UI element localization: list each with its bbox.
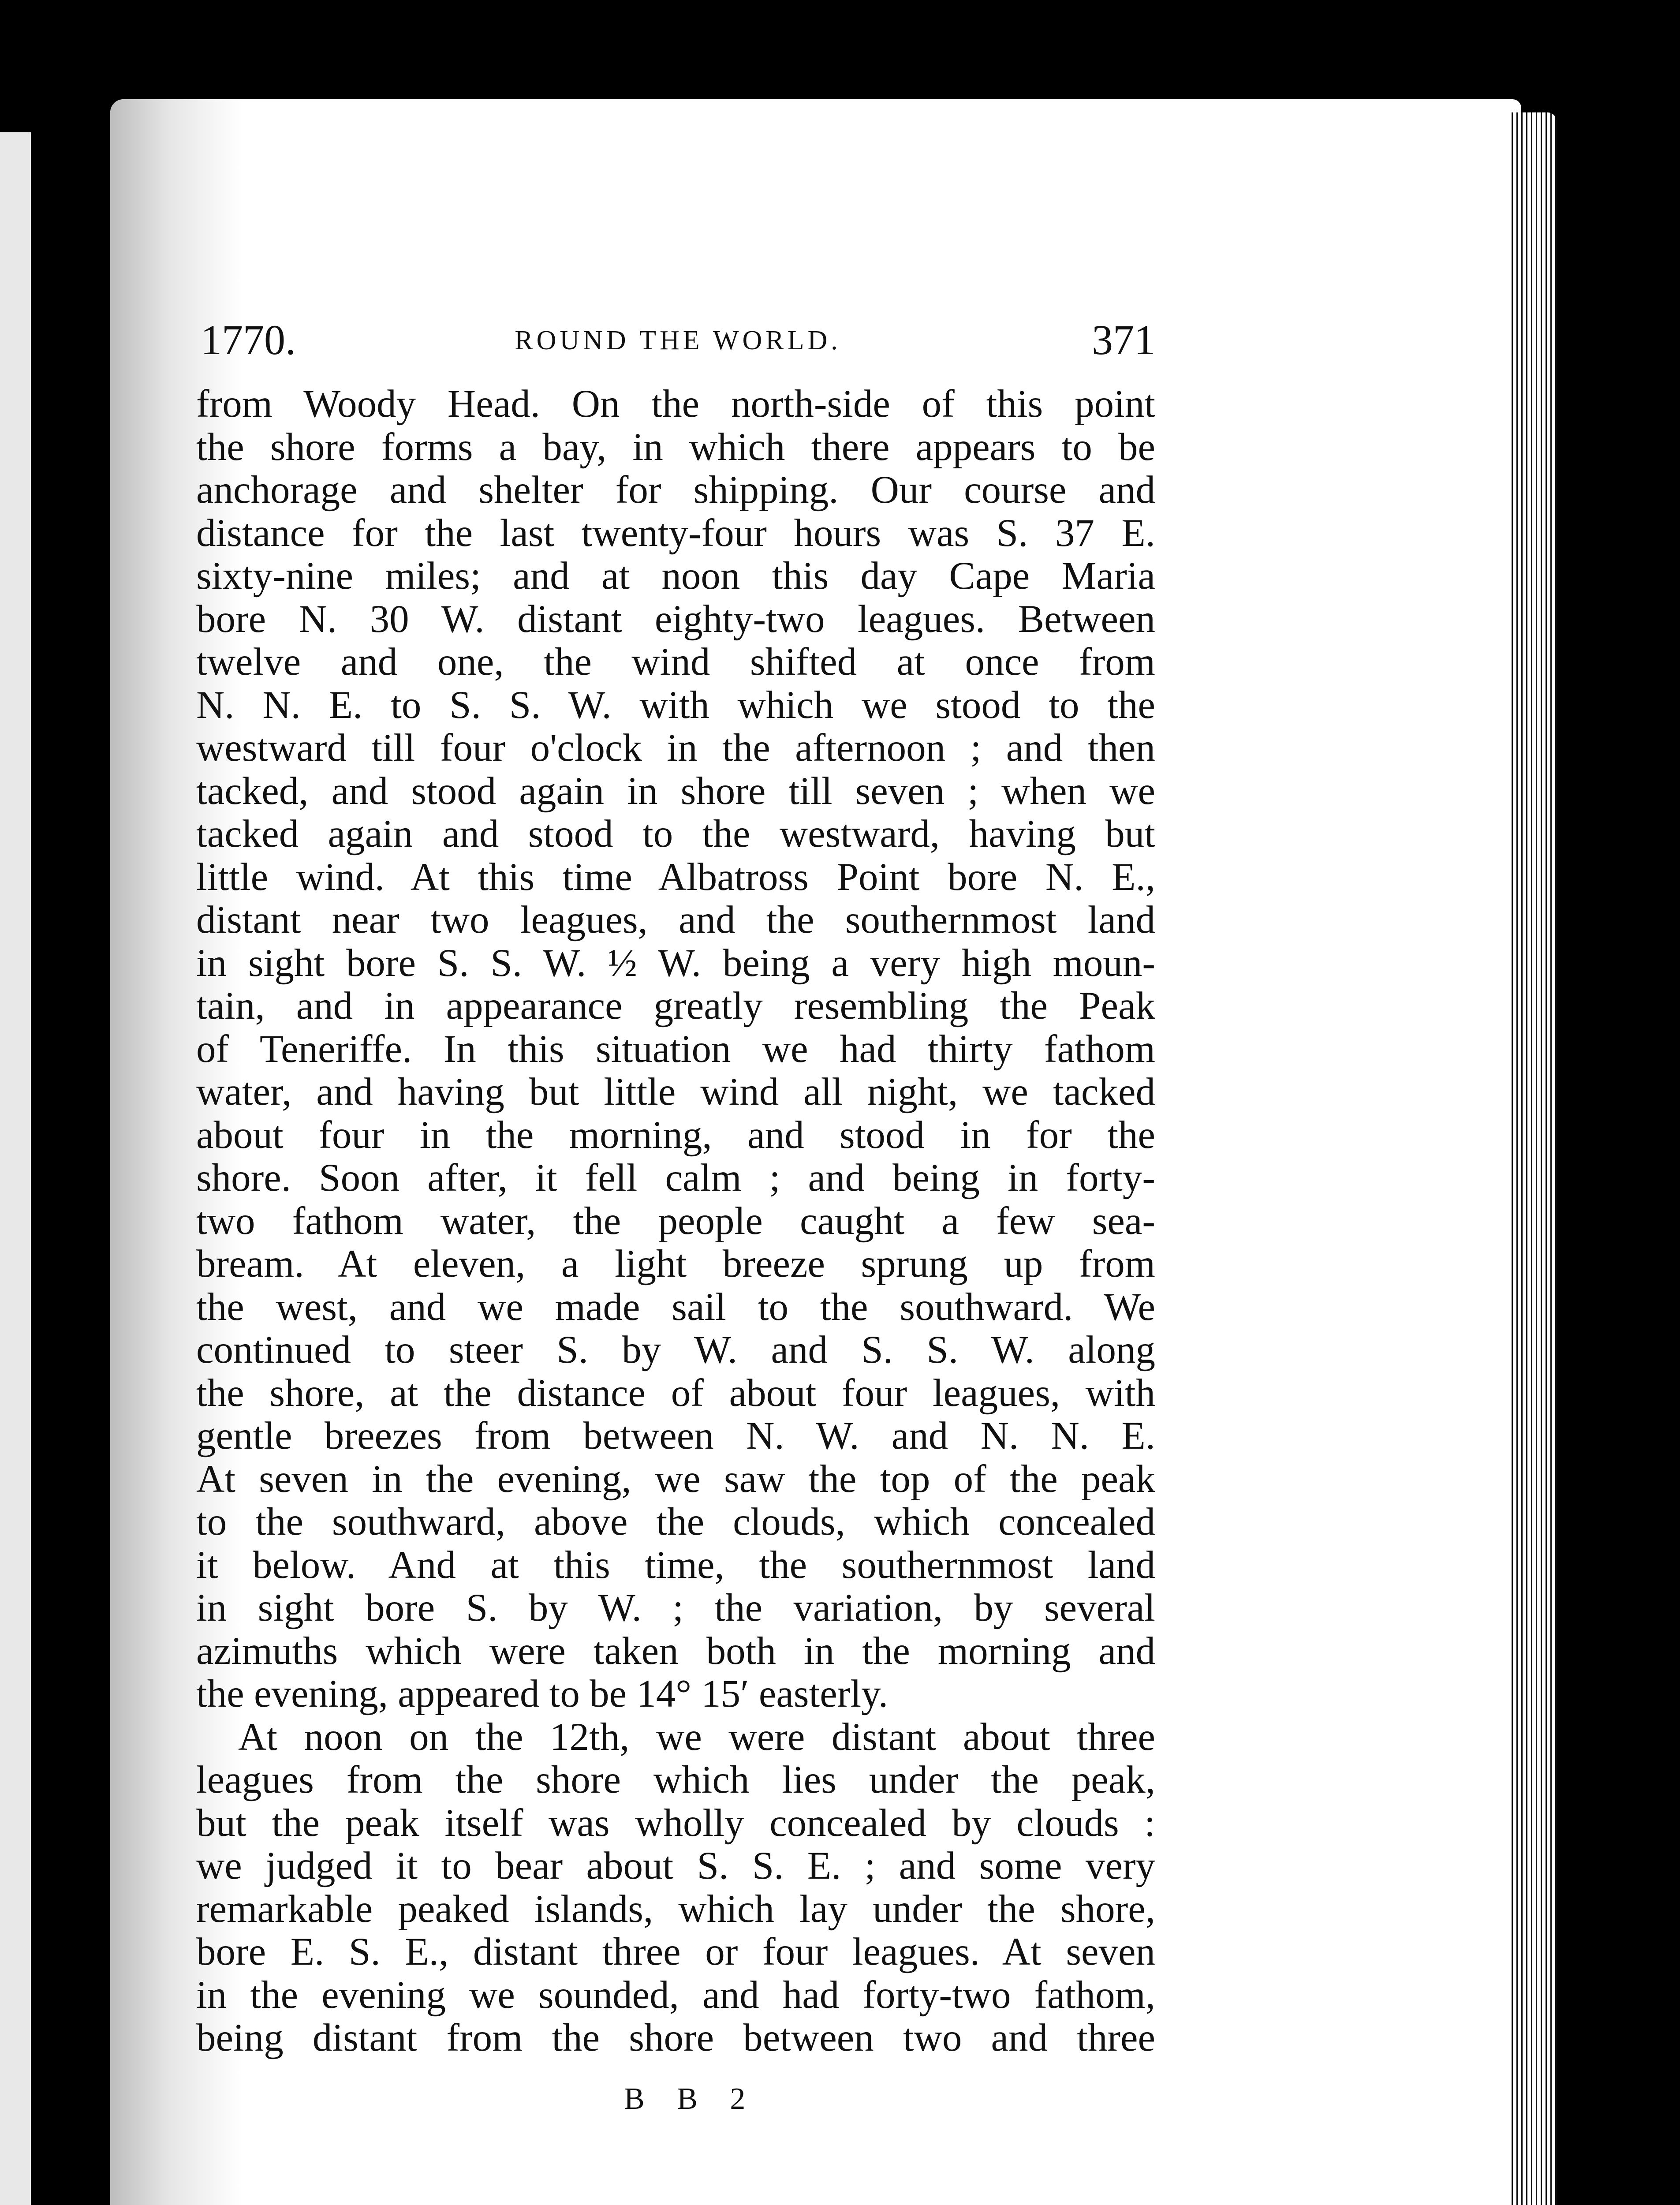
text-line: distant near two leagues, and the southernmost land <box>196 898 1155 942</box>
paragraph-2 <box>196 1716 1155 2060</box>
text-line: distance for the last twenty-four hours was S. 37 E. <box>196 511 1155 555</box>
text-line: tain, and in appearance greatly resembling the Peak <box>196 984 1155 1028</box>
text-line: continued to steer S. by W. and S. S. W. along <box>196 1328 1155 1372</box>
text-line: it below. And at this time, the southernmost land <box>196 1543 1155 1587</box>
text-line: twelve and one, the wind shifted at once from <box>196 640 1155 684</box>
text-line: tacked, and stood again in shore till seven ; when we <box>196 769 1155 813</box>
text-line: shore. Soon after, it fell calm ; and being in forty- <box>196 1156 1155 1200</box>
text-line: bream. At eleven, a light breeze sprung up from <box>196 1242 1155 1286</box>
text-line: in sight bore S. by W. ; the variation, by several <box>196 1586 1155 1629</box>
page-number: 371 <box>1092 316 1155 363</box>
text-line: of Teneriffe. In this situation we had thirty fathom <box>196 1027 1155 1071</box>
text-line: tacked again and stood to the westward, having but <box>196 812 1155 856</box>
text-line: we judged it to bear about S. S. E. ; and some very <box>196 1844 1155 1887</box>
page-fore-edge <box>1508 112 1557 2205</box>
text-line: water, and having but little wind all night, we tacked <box>196 1070 1155 1114</box>
running-head-year: 1770. <box>201 316 296 363</box>
text-line: two fathom water, the people caught a few sea- <box>196 1199 1155 1243</box>
text-line: to the southward, above the clouds, which concealed <box>196 1500 1155 1544</box>
text-line: bore N. 30 W. distant eighty-two leagues. Between <box>196 597 1155 641</box>
text-line: anchorage and shelter for shipping. Our course and <box>196 468 1155 512</box>
text-line: At seven in the evening, we saw the top of the peak <box>196 1457 1155 1501</box>
running-head <box>201 315 1155 364</box>
text-line: little wind. At this time Albatross Point bore N. E., <box>196 855 1155 899</box>
text-line: the west, and we made sail to the southward. We <box>196 1285 1155 1329</box>
text-line: but the peak itself was wholly concealed by clouds : <box>196 1801 1155 1845</box>
text-line: from Woody Head. On the north-side of this point <box>196 382 1155 426</box>
text-line: in sight bore S. S. W. ½ W. being a very high moun- <box>196 941 1155 985</box>
text-line: in the evening we sounded, and had forty-two fathom, <box>196 1973 1155 2017</box>
adjacent-page-edge <box>0 132 31 2205</box>
signature-mark: B B 2 <box>624 2082 758 2116</box>
text-line: being distant from the shore between two and three <box>196 2016 1155 2059</box>
text-line: sixty-nine miles; and at noon this day Cape Maria <box>196 554 1155 598</box>
running-head-title: ROUND THE WORLD. <box>515 325 841 355</box>
text-line: the evening, appeared to be 14° 15′ easterly. <box>196 1672 889 1715</box>
body-text <box>196 383 1155 2060</box>
text-line: westward till four o'clock in the afternoon ; and then <box>196 726 1155 770</box>
text-line: N. N. E. to S. S. W. with which we stood to the <box>196 683 1155 727</box>
paragraph-1 <box>196 383 1155 1716</box>
text-line: remarkable peaked islands, which lay under the shore, <box>196 1887 1155 1931</box>
text-line: azimuths which were taken both in the morning and <box>196 1629 1155 1673</box>
text-line: gentle breezes from between N. W. and N. N. E. <box>196 1414 1155 1458</box>
text-line: about four in the morning, and stood in for the <box>196 1113 1155 1157</box>
text-line: the shore forms a bay, in which there appears to be <box>196 425 1155 469</box>
text-line: leagues from the shore which lies under the peak, <box>196 1758 1155 1801</box>
text-line: the shore, at the distance of about four leagues, with <box>196 1371 1155 1415</box>
text-line: At noon on the 12th, we were distant about three <box>238 1715 1155 1759</box>
text-line: bore E. S. E., distant three or four leagues. At seven <box>196 1930 1155 1973</box>
